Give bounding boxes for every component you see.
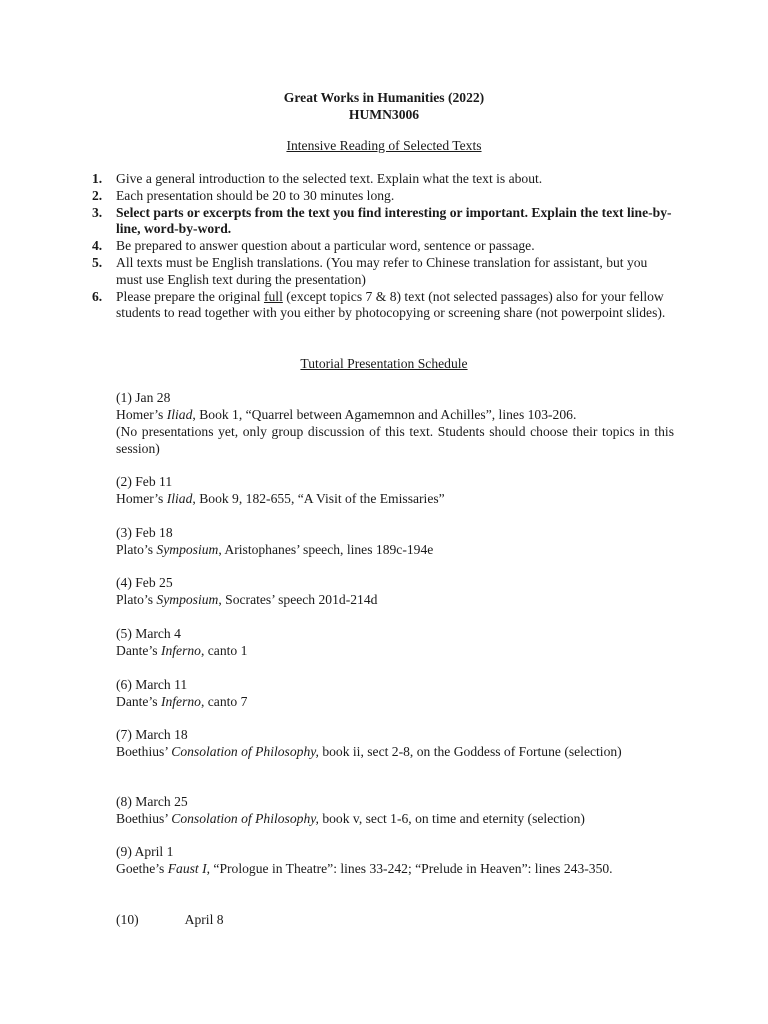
list-item: 5. All texts must be English translations. (You may refer to Chinese translation for assistant, but you must use English text during the presentation) bbox=[92, 254, 648, 287]
entry-date: April 8 bbox=[184, 912, 224, 927]
entry-note: (No presentations yet, only group discussion of this text. Students should choose their topics in this session) bbox=[116, 424, 674, 456]
schedule-entry bbox=[116, 911, 674, 928]
schedule-entry bbox=[116, 625, 674, 659]
course-code: HUMN3006 bbox=[348, 107, 420, 122]
entry-text: Dante’s Inferno, canto 7 bbox=[116, 694, 248, 709]
entry-date: (7) March 18 bbox=[116, 727, 188, 742]
list-item: 3. Select parts or excerpts from the text you find interesting or important. Explain the text line-by-line, word-by-word. bbox=[92, 204, 672, 237]
section-heading-schedule: Tutorial Presentation Schedule bbox=[300, 356, 468, 371]
entry-text: Boethius’ Consolation of Philosophy, book v, sect 1-6, on time and eternity (selection) bbox=[116, 811, 585, 826]
section-heading-intensive-reading: Intensive Reading of Selected Texts bbox=[286, 138, 482, 153]
list-item: 2. Each presentation should be 20 to 30 minutes long. bbox=[92, 187, 395, 203]
entry-text: Homer’s Iliad, Book 1, “Quarrel between Agamemnon and Achilles”, lines 103-206. bbox=[116, 407, 577, 422]
schedule-entry bbox=[116, 843, 674, 877]
schedule-entry bbox=[116, 574, 674, 608]
schedule-entry bbox=[116, 473, 674, 507]
schedule-entry bbox=[116, 726, 674, 760]
entry-text: Goethe’s Faust I, “Prologue in Theatre”: lines 33-242; “Prelude in Heaven”: lines 243-350. bbox=[116, 861, 613, 876]
entry-text: Homer’s Iliad, Book 9, 182-655, “A Visit of the Emissaries” bbox=[116, 491, 445, 506]
entry-date: (9) April 1 bbox=[116, 844, 174, 859]
entry-text: Plato’s Symposium, Socrates’ speech 201d-214d bbox=[116, 592, 378, 607]
list-item: 6. Please prepare the original full (except topics 7 & 8) text (not selected passages) also for your fellow students to read together with you either by photocopying or screening share (not powerpoint slides). bbox=[92, 288, 666, 321]
schedule-entry bbox=[116, 389, 674, 457]
entry-text: Plato’s Symposium, Aristophanes’ speech, lines 189c-194e bbox=[116, 542, 434, 557]
list-item: 4. Be prepared to answer question about a particular word, sentence or passage. bbox=[92, 238, 535, 254]
schedule-entry bbox=[116, 524, 674, 558]
entry-date: (1) Jan 28 bbox=[116, 390, 171, 405]
document-title bbox=[0, 89, 768, 123]
entry-date: (2) Feb 11 bbox=[116, 474, 173, 489]
entry-date: (6) March 11 bbox=[116, 677, 188, 692]
instructions-list bbox=[92, 171, 676, 322]
entry-number: (10) bbox=[116, 912, 139, 927]
schedule-entry bbox=[116, 676, 674, 710]
entry-date: (8) March 25 bbox=[116, 794, 188, 809]
course-title: Great Works in Humanities (2022) bbox=[283, 90, 485, 105]
entry-date: (3) Feb 18 bbox=[116, 525, 173, 540]
list-item: 1. Give a general introduction to the selected text. Explain what the text is about. bbox=[92, 171, 543, 186]
entry-date: (4) Feb 25 bbox=[116, 575, 173, 590]
entry-text: Dante’s Inferno, canto 1 bbox=[116, 643, 248, 658]
entry-text: Boethius’ Consolation of Philosophy, book ii, sect 2-8, on the Goddess of Fortune (selection) bbox=[116, 744, 622, 759]
schedule-entry bbox=[116, 793, 674, 827]
entry-date: (5) March 4 bbox=[116, 626, 181, 641]
